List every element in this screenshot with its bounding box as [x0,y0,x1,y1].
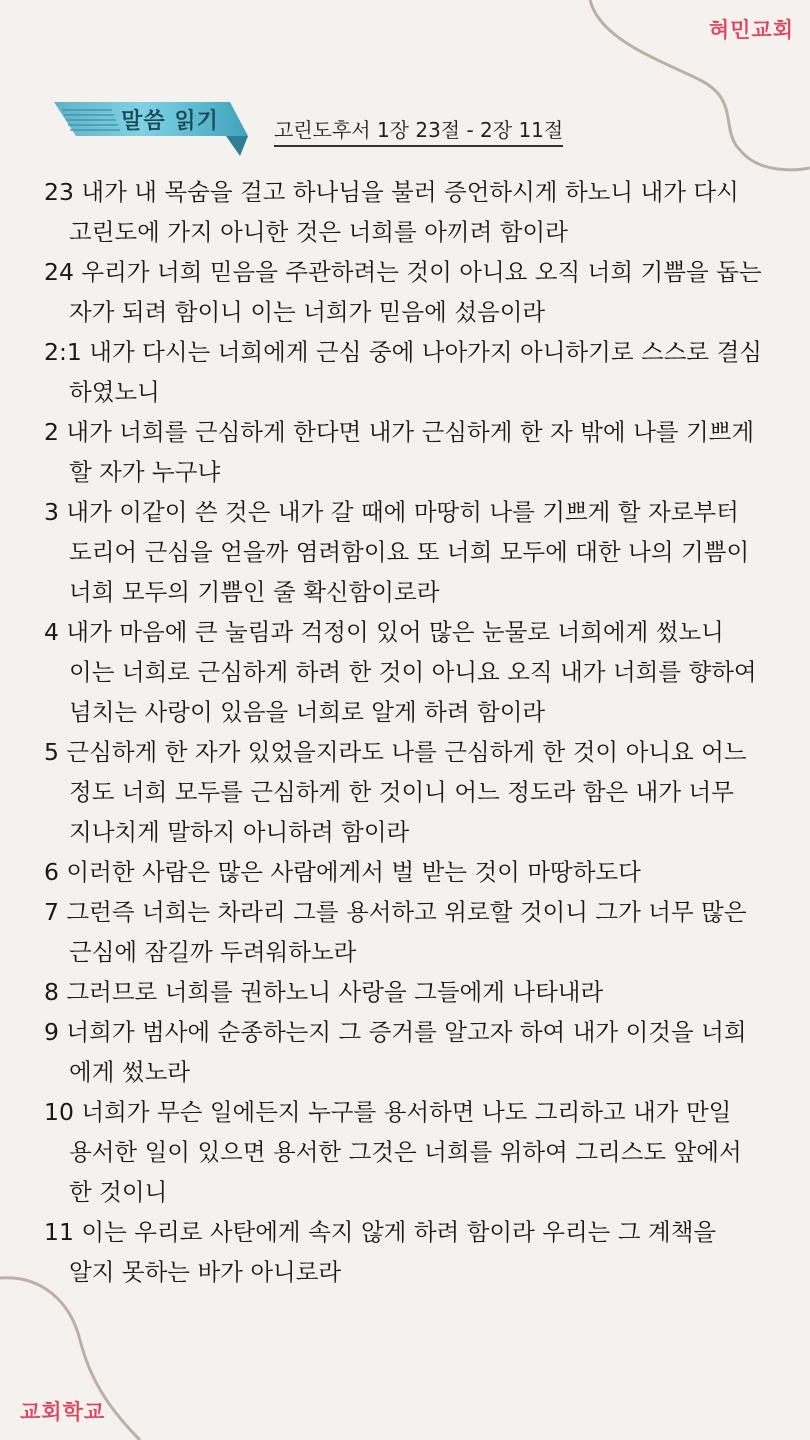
scripture-passage [44,172,784,1292]
verse-line: 23 내가 내 목숨을 걸고 하나님을 불러 증언하시게 하노니 내가 다시 [44,178,739,206]
verse-line: 할 자가 누구냐 [69,458,221,486]
verse-block [44,852,784,892]
verse-line: 고린도에 가지 아니한 것은 너희를 아끼려 함이라 [69,218,568,246]
verse-line: 한 것이니 [69,1178,168,1206]
scripture-reference: 고린도후서 1장 23절 - 2장 11절 [274,114,563,147]
verse-line: 7 그런즉 너희는 차라리 그를 용서하고 위로할 것이니 그가 너무 많은 [44,898,747,926]
verse-line: 근심에 잠길까 두려워하노라 [69,938,357,966]
verse-line: 지나치게 말하지 아니하려 함이라 [69,818,410,846]
verse-line: 너희 모두의 기쁨인 줄 확신함이로라 [69,578,440,606]
verse-line: 24 우리가 너희 믿음을 주관하려는 것이 아니요 오직 너희 기쁨을 돕는 [44,258,762,286]
verse-line: 4 내가 마음에 큰 눌림과 걱정이 있어 많은 눈물로 너희에게 썼노니 [44,618,724,646]
badge-label: 말씀 읽기 [121,109,219,134]
verse-line: 8 그러므로 너희를 권하노니 사랑을 그들에게 나타내라 [44,978,604,1006]
verse-line: 알지 못하는 바가 아니로라 [69,1258,342,1286]
verse-line: 3 내가 이같이 쓴 것은 내가 갈 때에 마땅히 나를 기쁘게 할 자로부터 [44,498,739,526]
verse-line: 하였노니 [69,378,160,406]
verse-block [44,612,784,732]
church-logo-text: 혀민교회 [708,18,794,42]
verse-line: 11 이는 우리로 사탄에게 속지 않게 하려 함이라 우리는 그 계책을 [44,1218,717,1246]
reading-header [48,98,768,168]
verse-block [44,1212,784,1292]
verse-line: 6 이러한 사람은 많은 사람에게서 벌 받는 것이 마땅하도다 [44,858,641,886]
verse-block [44,252,784,332]
verse-line: 도리어 근심을 얻을까 염려함이요 또 너희 모두에 대한 나의 기쁨이 [69,538,750,566]
verse-line: 에게 썼노라 [69,1058,190,1086]
verse-block [44,172,784,252]
verse-line: 정도 너희 모두를 근심하게 한 것이니 어느 정도라 함은 내가 너무 [69,778,734,806]
verse-line: 9 너희가 범사에 순종하는지 그 증거를 알고자 하여 내가 이것을 너희 [44,1018,747,1046]
verse-block [44,892,784,972]
verse-line: 용서한 일이 있으면 용서한 그것은 너희를 위하여 그리스도 앞에서 [69,1138,742,1166]
verse-block [44,1012,784,1092]
verse-line: 이는 너희로 근심하게 하려 한 것이 아니요 오직 내가 너희를 향하여 [69,658,757,686]
verse-block [44,332,784,412]
verse-line: 자가 되려 함이니 이는 너희가 믿음에 섰음이라 [69,298,546,326]
ministry-logo-text: 교회학교 [20,1400,106,1424]
verse-line: 2 내가 너희를 근심하게 한다면 내가 근심하게 한 자 밖에 나를 기쁘게 [44,418,755,446]
verse-block [44,972,784,1012]
verse-line: 10 너희가 무슨 일에든지 누구를 용서하면 나도 그리하고 내가 만일 [44,1098,732,1126]
verse-block [44,732,784,852]
verse-line: 5 근심하게 한 자가 있었을지라도 나를 근심하게 한 것이 아니요 어느 [44,738,747,766]
verse-block [44,492,784,612]
verse-line: 넘치는 사랑이 있음을 너희로 알게 하려 함이라 [69,698,546,726]
verse-block [44,1092,784,1212]
verse-line: 2:1 내가 다시는 너희에게 근심 중에 나아가지 아니하기로 스스로 결심 [44,338,762,366]
verse-block [44,412,784,492]
